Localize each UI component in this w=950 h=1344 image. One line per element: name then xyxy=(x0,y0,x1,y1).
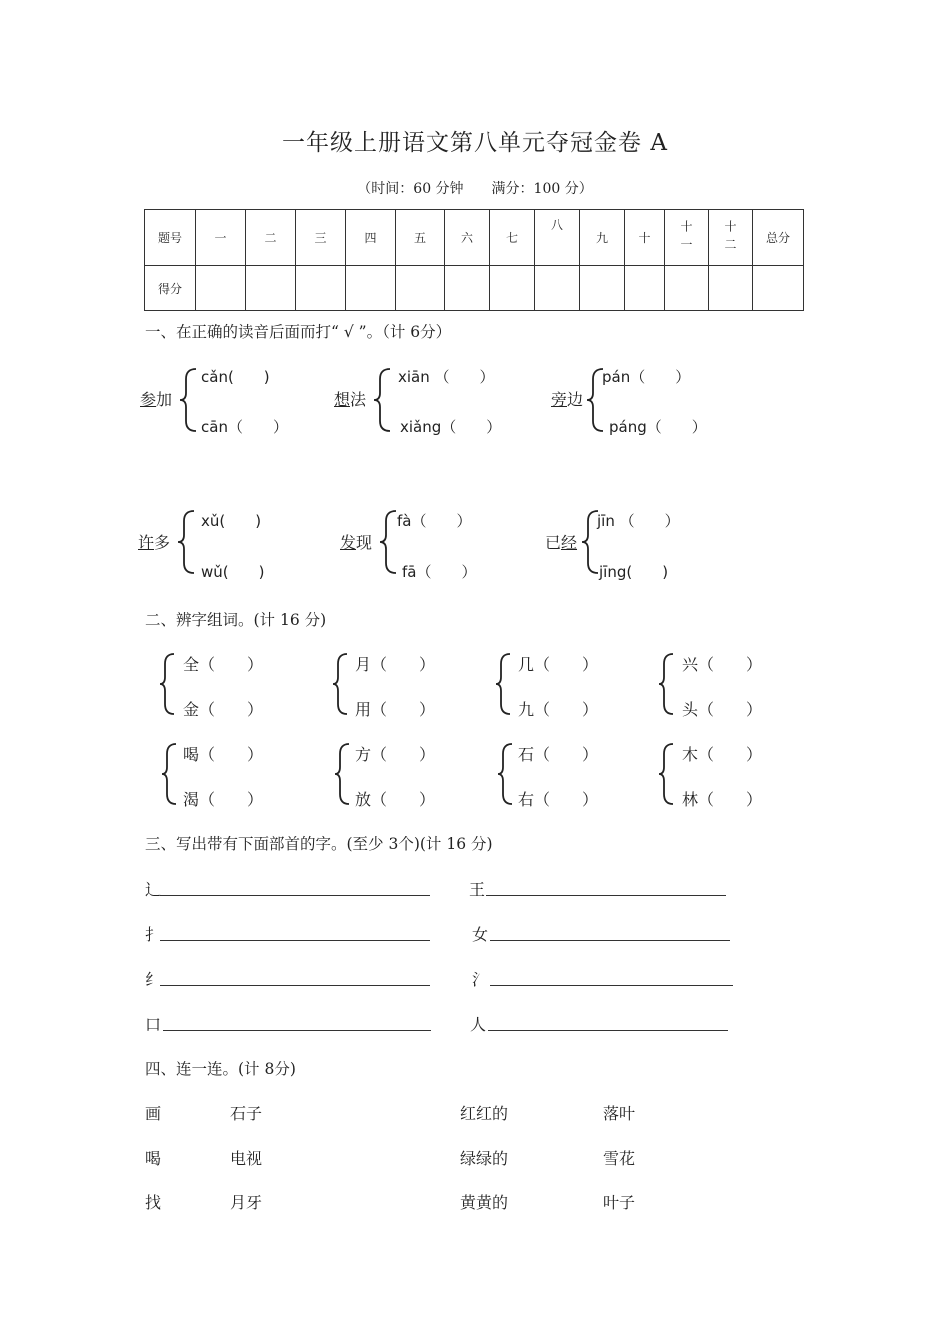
char-compose-item[interactable]: 几（ ） xyxy=(518,655,599,674)
score-cell[interactable] xyxy=(535,266,580,311)
char-compose-item[interactable]: 兴（ ） xyxy=(682,655,763,674)
answer-line[interactable] xyxy=(160,940,430,941)
score-table-header: 三 xyxy=(296,210,346,266)
radical-label: 人 xyxy=(470,1015,487,1034)
char-compose-item[interactable]: 木（ ） xyxy=(682,745,763,764)
pronunciation-word: 已经 xyxy=(545,533,578,552)
match-item[interactable]: 黄黄的 xyxy=(460,1193,509,1212)
char-compose-item[interactable]: 喝（ ） xyxy=(183,745,264,764)
pronunciation-word: 许多 xyxy=(138,533,171,552)
section4-heading: 四、连一连。(计 8分) xyxy=(145,1060,296,1078)
score-cell[interactable] xyxy=(580,266,625,311)
brace-icon xyxy=(657,742,677,806)
pinyin-option[interactable]: wǔ( ) xyxy=(201,563,265,581)
char-compose-item[interactable]: 九（ ） xyxy=(518,700,599,719)
page-title: 一年级上册语文第八单元夺冠金卷 A xyxy=(282,130,668,156)
score-table-header: 四 xyxy=(346,210,396,266)
brace-icon xyxy=(158,652,178,716)
char-compose-item[interactable]: 用（ ） xyxy=(355,700,436,719)
radical-label: 扌 xyxy=(145,925,162,944)
char-compose-item[interactable]: 方（ ） xyxy=(355,745,436,764)
radical-label: 氵 xyxy=(472,970,489,989)
pinyin-option[interactable]: cān（ ） xyxy=(201,418,288,436)
score-table-header: 十二 xyxy=(709,210,753,266)
pinyin-option[interactable]: jīng( ) xyxy=(599,563,669,581)
answer-line[interactable] xyxy=(490,940,730,941)
pinyin-option[interactable]: xiān （ ） xyxy=(398,368,495,386)
match-item[interactable]: 画 xyxy=(145,1104,162,1123)
char-compose-item[interactable]: 石（ ） xyxy=(518,745,599,764)
score-cell[interactable] xyxy=(665,266,709,311)
char-compose-item[interactable]: 月（ ） xyxy=(355,655,436,674)
score-table-header: 七 xyxy=(490,210,535,266)
match-item[interactable]: 找 xyxy=(145,1193,162,1212)
exam-info: （时间：60 分钟 满分：100 分） xyxy=(357,181,593,197)
score-cell[interactable] xyxy=(396,266,445,311)
score-cell[interactable] xyxy=(709,266,753,311)
score-table-header-row xyxy=(145,210,804,266)
answer-line[interactable] xyxy=(488,1030,728,1031)
brace-icon xyxy=(160,742,180,806)
pinyin-option[interactable]: pán（ ） xyxy=(602,368,691,386)
match-item[interactable]: 月牙 xyxy=(230,1193,263,1212)
answer-line[interactable] xyxy=(163,1030,431,1031)
match-item[interactable]: 石子 xyxy=(230,1104,263,1123)
score-table-header: 九 xyxy=(580,210,625,266)
char-compose-item[interactable]: 渴（ ） xyxy=(183,790,264,809)
answer-line[interactable] xyxy=(160,895,430,896)
score-table-header: 十 xyxy=(625,210,665,266)
answer-line[interactable] xyxy=(486,895,726,896)
score-table-header: 八 xyxy=(535,210,580,266)
pinyin-option[interactable]: xiǎng（ ） xyxy=(400,418,502,436)
section1-heading: 一、在正确的读音后面而打“ √ ”。（计 6分） xyxy=(145,323,452,341)
radical-label: 纟 xyxy=(145,970,162,989)
match-item[interactable]: 雪花 xyxy=(603,1149,636,1168)
radical-label: 辶 xyxy=(145,880,162,899)
score-table-score-row xyxy=(145,266,804,311)
radical-label: 女 xyxy=(472,925,489,944)
pinyin-option[interactable]: fā（ ） xyxy=(402,563,477,581)
pinyin-option[interactable]: xǔ( ) xyxy=(201,512,262,530)
pronunciation-word: 发现 xyxy=(340,533,373,552)
section3-heading: 三、写出带有下面部首的字。(至少 3个)(计 16 分) xyxy=(145,835,493,853)
answer-line[interactable] xyxy=(160,985,430,986)
score-cell[interactable] xyxy=(246,266,296,311)
pronunciation-word: 想法 xyxy=(334,390,367,409)
char-compose-item[interactable]: 林（ ） xyxy=(682,790,763,809)
brace-icon xyxy=(176,509,198,575)
brace-icon xyxy=(333,742,353,806)
match-item[interactable]: 红红的 xyxy=(460,1104,509,1123)
score-table-header: 五 xyxy=(396,210,445,266)
brace-icon xyxy=(331,652,351,716)
brace-icon xyxy=(178,367,200,433)
score-cell[interactable] xyxy=(196,266,246,311)
pinyin-option[interactable]: fà（ ） xyxy=(397,512,472,530)
pronunciation-word: 旁边 xyxy=(551,390,584,409)
score-table-header: 十一 xyxy=(665,210,709,266)
score-table-row-label: 得分 xyxy=(145,266,196,311)
pinyin-option[interactable]: páng（ ） xyxy=(609,418,707,436)
match-item[interactable]: 电视 xyxy=(230,1149,263,1168)
char-compose-item[interactable]: 头（ ） xyxy=(682,700,763,719)
pinyin-option[interactable]: cǎn( ) xyxy=(201,368,270,386)
score-table-header: 六 xyxy=(445,210,490,266)
match-item[interactable]: 落叶 xyxy=(603,1104,636,1123)
score-table-header: 一 xyxy=(196,210,246,266)
char-compose-item[interactable]: 金（ ） xyxy=(183,700,264,719)
char-compose-item[interactable]: 全（ ） xyxy=(183,655,264,674)
score-cell[interactable] xyxy=(753,266,804,311)
radical-label: 口 xyxy=(145,1015,162,1034)
score-cell[interactable] xyxy=(445,266,490,311)
brace-icon xyxy=(496,742,516,806)
section2-heading: 二、辨字组词。(计 16 分) xyxy=(145,611,327,629)
score-table-row-label: 题号 xyxy=(145,210,196,266)
score-cell[interactable] xyxy=(346,266,396,311)
brace-icon xyxy=(372,367,394,433)
radical-label: 王 xyxy=(469,880,486,899)
char-compose-item[interactable]: 右（ ） xyxy=(518,790,599,809)
match-item[interactable]: 喝 xyxy=(145,1149,162,1168)
score-cell[interactable] xyxy=(490,266,535,311)
score-table xyxy=(144,209,804,311)
pronunciation-word: 参加 xyxy=(140,390,173,409)
match-item[interactable]: 绿绿的 xyxy=(460,1149,509,1168)
brace-icon xyxy=(657,652,677,716)
score-cell[interactable] xyxy=(296,266,346,311)
answer-line[interactable] xyxy=(490,985,733,986)
brace-icon xyxy=(494,652,514,716)
score-table-header: 二 xyxy=(246,210,296,266)
pinyin-option[interactable]: jīn （ ） xyxy=(597,512,680,530)
char-compose-item[interactable]: 放（ ） xyxy=(355,790,436,809)
score-table-header: 总分 xyxy=(753,210,804,266)
match-item[interactable]: 叶子 xyxy=(603,1193,636,1212)
score-cell[interactable] xyxy=(625,266,665,311)
